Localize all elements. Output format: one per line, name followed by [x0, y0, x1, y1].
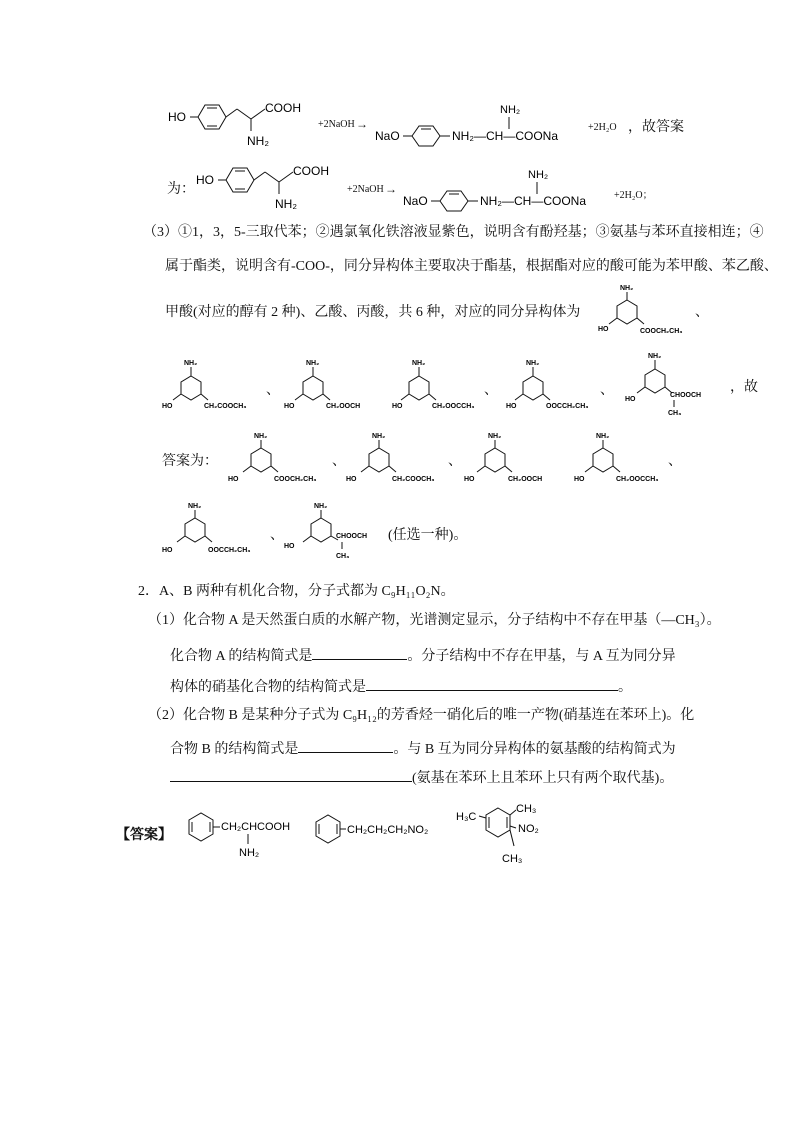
- svg-text:HO: HO: [464, 476, 475, 483]
- svg-text:OOCCH₂CH₃: OOCCH₂CH₃: [208, 547, 251, 554]
- separator: 、: [448, 454, 462, 469]
- phenylalanine-structure: [175, 808, 300, 863]
- svg-text:HO: HO: [162, 547, 173, 554]
- question2-part1-line2: [170, 645, 676, 667]
- svg-text:NH₂: NH₂: [372, 433, 386, 440]
- svg-text:OOCCH₂CH₃: OOCCH₂CH₃: [546, 403, 589, 410]
- svg-text:COOH: COOH: [293, 164, 329, 178]
- answer-prefix: 为：: [167, 182, 195, 197]
- svg-text:CH₂COOCH₃: CH₂COOCH₃: [392, 476, 435, 483]
- svg-text:CHOOCH: CHOOCH: [336, 533, 368, 540]
- water-product-2: +2H₂O；: [614, 190, 653, 201]
- svg-text:CH₂COOCH₃: CH₂COOCH₃: [204, 403, 247, 410]
- answer-lead-2: ，故: [730, 380, 758, 395]
- nitro-mesitylene-structure: [452, 800, 572, 875]
- svg-text:HO: HO: [574, 476, 585, 483]
- answer-lead: ，故答案: [628, 120, 684, 135]
- svg-text:CH₂CH₂CH₂NO₂: CH₂CH₂CH₂NO₂: [347, 824, 429, 836]
- isomer-structure: [156, 498, 271, 558]
- svg-text:H₃C: H₃C: [456, 811, 477, 823]
- answer-blank-a[interactable]: [312, 645, 407, 660]
- svg-text:COOCH₂CH₃: COOCH₂CH₃: [274, 476, 317, 483]
- svg-text:COOCH₂CH₃: COOCH₂CH₃: [640, 328, 683, 335]
- part3-line1: （3）①1，3，5-三取代苯；②遇氯氧化铁溶液显紫色，说明含有酚羟基；③氨基与苯环直接相连；④: [143, 225, 764, 240]
- svg-text:CH₂OOCCH₃: CH₂OOCCH₃: [616, 476, 659, 483]
- isomer-structure: [580, 280, 695, 340]
- part3-line2: 属于酯类，说明含有-COO-，同分异构体主要取决于酯基，根据酯对应的酸可能为苯甲酸、苯乙酸、: [165, 259, 778, 274]
- reagent-naoh: +2NaOH: [318, 119, 355, 130]
- svg-text:CH₂CHCOOH: CH₂CHCOOH: [221, 821, 291, 833]
- svg-text:NH₂: NH₂: [306, 360, 320, 367]
- product-structure-2: [400, 160, 615, 220]
- question2-part2-line2: [170, 738, 676, 760]
- svg-text:HO: HO: [346, 476, 357, 483]
- answer-blank-nitro[interactable]: [366, 676, 618, 691]
- svg-text:CH₂OOCCH₃: CH₂OOCCH₃: [432, 403, 475, 410]
- svg-text:NH₂: NH₂: [275, 197, 297, 211]
- isomer-structure: [458, 428, 568, 488]
- svg-text:COOH: COOH: [265, 101, 301, 115]
- svg-text:NH₂: NH₂: [239, 847, 260, 859]
- q2-line2-tail: 。与 B 互为同分异构体的氨基酸的结构简式为: [393, 742, 676, 757]
- svg-text:HO: HO: [196, 173, 214, 187]
- svg-text:NO₂: NO₂: [518, 823, 539, 835]
- isomer-structure: [612, 350, 727, 420]
- question2-stem: 2．A、B 两种有机化合物，分子式都为 C₉H₁₁O₂N。: [138, 584, 455, 599]
- svg-text:NH₂—CH—COONa: NH₂—CH—COONa: [452, 129, 558, 143]
- svg-text:NH₂: NH₂: [526, 360, 540, 367]
- answer-blank-amino-acid[interactable]: [170, 767, 412, 782]
- svg-text:HO: HO: [392, 403, 403, 410]
- isomer-structure: [342, 428, 452, 488]
- svg-text:CH₂OOCH: CH₂OOCH: [326, 403, 361, 410]
- svg-text:NH₂: NH₂: [488, 433, 502, 440]
- isomer-structure: [282, 498, 392, 564]
- nitro-isomer-structure: [308, 812, 443, 852]
- isomer-structure: [222, 428, 337, 488]
- separator: 、: [266, 383, 280, 398]
- reaction-arrow-2: →: [385, 182, 397, 196]
- isomer-structure: [160, 357, 270, 417]
- reaction-arrow: →: [356, 117, 368, 131]
- svg-text:CH₃: CH₃: [336, 553, 350, 560]
- svg-text:CHOOCH: CHOOCH: [670, 392, 702, 399]
- svg-text:NH₂: NH₂: [528, 169, 549, 181]
- svg-text:NH₂: NH₂: [500, 104, 521, 116]
- svg-text:HO: HO: [228, 476, 239, 483]
- svg-text:NH₂: NH₂: [412, 360, 426, 367]
- svg-text:CH₃: CH₃: [516, 803, 537, 815]
- svg-text:HO: HO: [162, 403, 173, 410]
- q2-line3-text: (氨基在苯环上且苯环上只有两个取代基)。: [412, 771, 674, 786]
- svg-text:NH₂: NH₂: [184, 360, 198, 367]
- separator: 、: [332, 454, 346, 469]
- svg-text:NH₂—CH—COONa: NH₂—CH—COONa: [480, 194, 586, 208]
- q2-line2-text: 合物 B 的结构简式是: [170, 742, 299, 757]
- svg-text:HO: HO: [598, 326, 609, 333]
- tyrosine-structure: [165, 95, 320, 155]
- q1-line3-text: 构体的硝基化合物的结构简式是: [170, 680, 366, 695]
- svg-text:NH₂: NH₂: [254, 433, 268, 440]
- q1-line3-tail: 。: [618, 680, 632, 695]
- answer-label: 【答案】: [116, 828, 172, 843]
- answer-blank-b[interactable]: [298, 738, 393, 753]
- svg-text:HO: HO: [284, 403, 295, 410]
- svg-text:HO: HO: [168, 110, 186, 124]
- q1-line2-text: 化合物 A 的结构简式是: [170, 649, 313, 664]
- separator: 、: [695, 305, 709, 320]
- svg-text:NH₂: NH₂: [620, 285, 634, 292]
- question2-part2-line1: （2）化合物 B 是某种分子式为 C₉H₁₂的芳香烃一硝化后的唯一产物(硝基连在苯环上)。化: [148, 708, 695, 723]
- svg-text:CH₃: CH₃: [502, 853, 523, 865]
- tyrosine-structure-2: [193, 158, 348, 218]
- svg-text:CH₂OOCH: CH₂OOCH: [508, 476, 543, 483]
- isomer-structure: [494, 357, 604, 417]
- question2-part1-line3: [170, 676, 632, 698]
- svg-text:HO: HO: [625, 396, 636, 403]
- separator: 、: [270, 528, 284, 543]
- isomer-structure: [566, 428, 671, 488]
- svg-text:HO: HO: [506, 403, 517, 410]
- separator: 、: [600, 383, 614, 398]
- svg-text:NH₂: NH₂: [314, 503, 328, 510]
- svg-text:NH₂: NH₂: [188, 503, 202, 510]
- question2-part1-line1: （1）化合物 A 是天然蛋白质的水解产物，光谱测定显示，分子结构中不存在甲基（—CH₃）。: [148, 613, 721, 628]
- choose-one-note: (任选一种)。: [388, 528, 468, 543]
- svg-text:NH₂: NH₂: [247, 134, 269, 148]
- water-product: +2H₂O: [588, 122, 617, 133]
- reagent-naoh-2: +2NaOH: [347, 184, 384, 195]
- answer-prefix-2: 答案为：: [162, 454, 218, 469]
- svg-text:CH₃: CH₃: [668, 410, 682, 417]
- part3-line3: 甲酸(对应的醇有 2 种)、乙酸、丙酸，共 6 种，对应的同分异构体为: [165, 305, 581, 320]
- product-structure: [372, 95, 587, 155]
- question2-part2-line3: [170, 767, 673, 789]
- isomer-structure: [380, 357, 490, 417]
- separator: 、: [668, 454, 682, 469]
- svg-text:NaO: NaO: [403, 194, 428, 208]
- q1-line2-tail: 。分子结构中不存在甲基，与 A 互为同分异: [407, 649, 676, 664]
- separator: 、: [484, 383, 498, 398]
- svg-text:NH₂: NH₂: [596, 433, 610, 440]
- isomer-structure: [276, 357, 386, 417]
- svg-text:HO: HO: [284, 543, 295, 550]
- svg-text:NH₂: NH₂: [648, 353, 662, 360]
- svg-text:NaO: NaO: [375, 129, 400, 143]
